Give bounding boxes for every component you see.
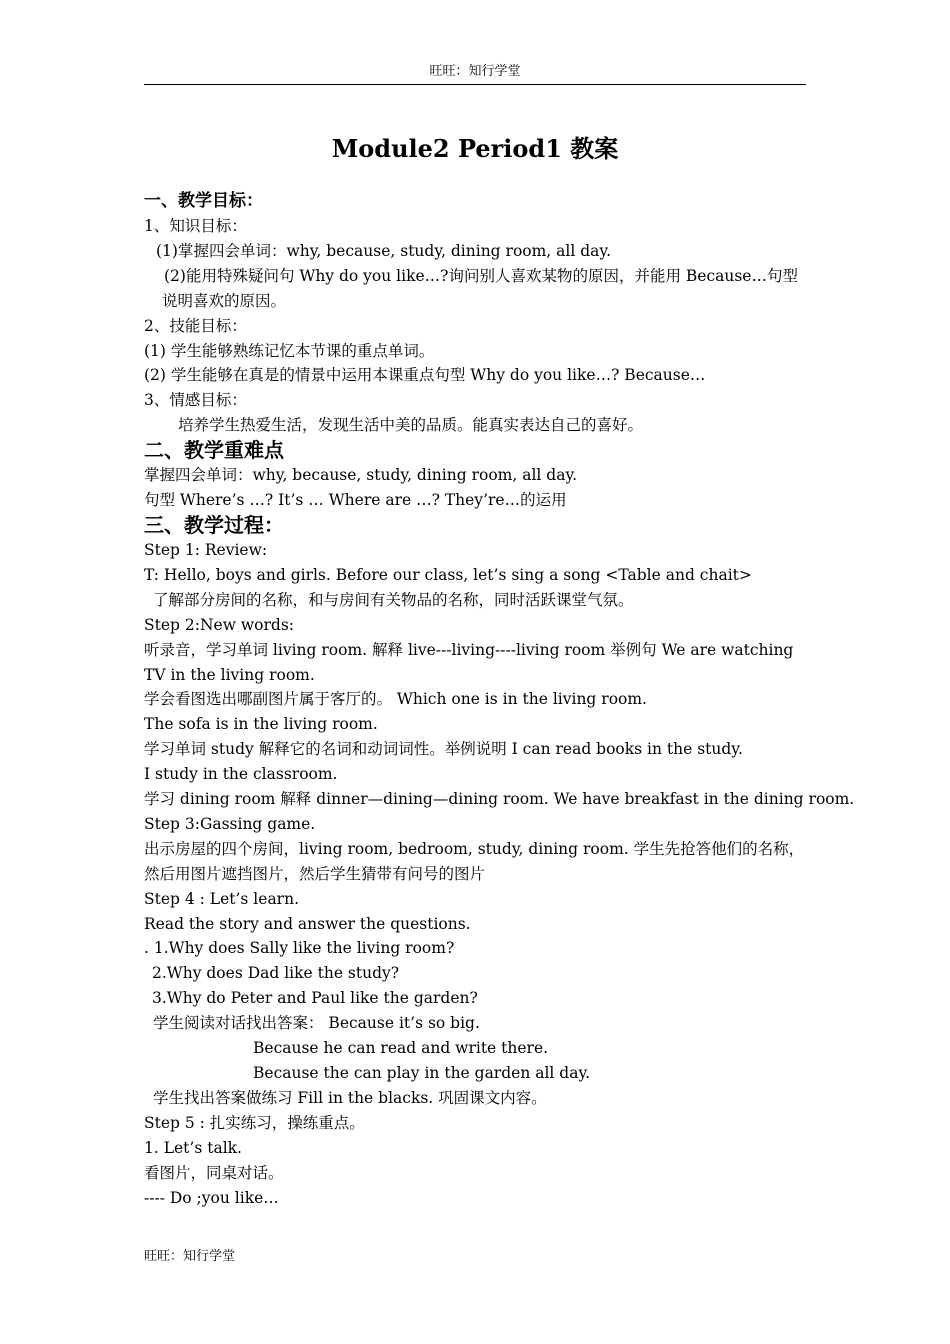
process-line: 看图片，同桌对话。 bbox=[144, 1163, 284, 1182]
process-line: . 1.Why does Sally like the living room? bbox=[144, 939, 455, 958]
process-line: 学习单词 study 解释它的名词和动词词性。举例说明 I can read books in the study. bbox=[144, 740, 743, 759]
section-heading-key-points: 二、教学重难点 bbox=[144, 438, 284, 463]
process-line: Step 5 : 扎实练习，操练重点。 bbox=[144, 1113, 365, 1132]
section-heading-process: 三、教学过程： bbox=[144, 512, 284, 537]
process-line: Step 2:New words: bbox=[144, 615, 294, 634]
process-line: The sofa is in the living room. bbox=[144, 715, 378, 734]
process-line: Because he can read and write there. bbox=[253, 1039, 549, 1058]
process-line: T: Hello, boys and girls. Before our class, let’s sing a song <Table and chait> bbox=[144, 565, 752, 584]
process-line: Step 4 : Let’s learn. bbox=[144, 889, 299, 908]
process-line: 3.Why do Peter and Paul like the garden? bbox=[152, 989, 478, 1008]
process-line: 学会看图选出哪副图片属于客厅的。 Which one is in the living room. bbox=[144, 690, 647, 709]
process-line: 2.Why does Dad like the study? bbox=[152, 964, 400, 983]
process-line: Step 1: Review: bbox=[144, 540, 268, 559]
process-line: 了解部分房间的名称，和与房间有关物品的名称，同时活跃课堂气氛。 bbox=[153, 590, 634, 609]
page-header: 旺旺：知行学堂 bbox=[429, 64, 521, 79]
page-footer: 旺旺：知行学堂 bbox=[144, 1249, 236, 1264]
knowledge-item-1: (1)掌握四会单词：why, because, study, dining room, all day. bbox=[156, 241, 612, 260]
process-line: 听录音，学习单词 living room. 解释 live---living----living room 举例句 We are watching TV in the living room. bbox=[144, 640, 794, 684]
document-title: Module2 Period1 教案 bbox=[331, 134, 619, 163]
document-body bbox=[144, 188, 855, 1210]
skills-item-2: (2) 学生能够在真是的情景中运用本课重点句型 Why do you like…? Because… bbox=[144, 366, 706, 385]
skills-objectives-label: 2、技能目标： bbox=[144, 316, 247, 335]
process-line: Step 3:Gassing game. bbox=[144, 814, 316, 833]
process-line: 1. Let’s talk. bbox=[144, 1138, 242, 1157]
header-rule bbox=[144, 84, 806, 85]
process-line: 出示房屋的四个房间，living room, bedroom, study, dining room. 学生先抢答他们的名称，然后用图片遮挡图片，然后学生猜带有问号的图片 bbox=[144, 839, 805, 883]
section-heading-objectives: 一、教学目标： bbox=[144, 191, 263, 211]
emotion-objectives-label: 3、情感目标： bbox=[144, 391, 247, 410]
skills-item-1: (1) 学生能够熟练记忆本节课的重点单词。 bbox=[144, 341, 435, 360]
process-line: 学生阅读对话找出答案： Because it’s so big. bbox=[153, 1014, 480, 1033]
knowledge-objectives-label: 1、知识目标： bbox=[144, 217, 247, 235]
process-line: Because the can play in the garden all day. bbox=[253, 1064, 591, 1082]
process-line: 学生找出答案做练习 Fill in the blacks. 巩固课文内容。 bbox=[153, 1088, 547, 1107]
knowledge-item-2: (2)能用特殊疑问句 Why do you like…?询问别人喜欢某物的原因，并能用 Because…句型说明喜欢的原因。 bbox=[162, 266, 798, 310]
process-line: ---- Do ;you like… bbox=[144, 1188, 279, 1207]
process-line: Read the story and answer the questions. bbox=[144, 914, 471, 933]
emotion-item-1: 培养学生热爱生活，发现生活中美的品质。能真实表达自己的喜好。 bbox=[178, 416, 644, 435]
process-line: I study in the classroom. bbox=[144, 765, 338, 784]
key-points-line-1: 掌握四会单词：why, because, study, dining room, all day. bbox=[144, 466, 578, 485]
process-line: 学习 dining room 解释 dinner—dining—dining room. We have breakfast in the dining room. bbox=[144, 790, 855, 809]
key-points-line-2: 句型 Where’s …? It’s … Where are …? They’re…的运用 bbox=[144, 491, 567, 510]
